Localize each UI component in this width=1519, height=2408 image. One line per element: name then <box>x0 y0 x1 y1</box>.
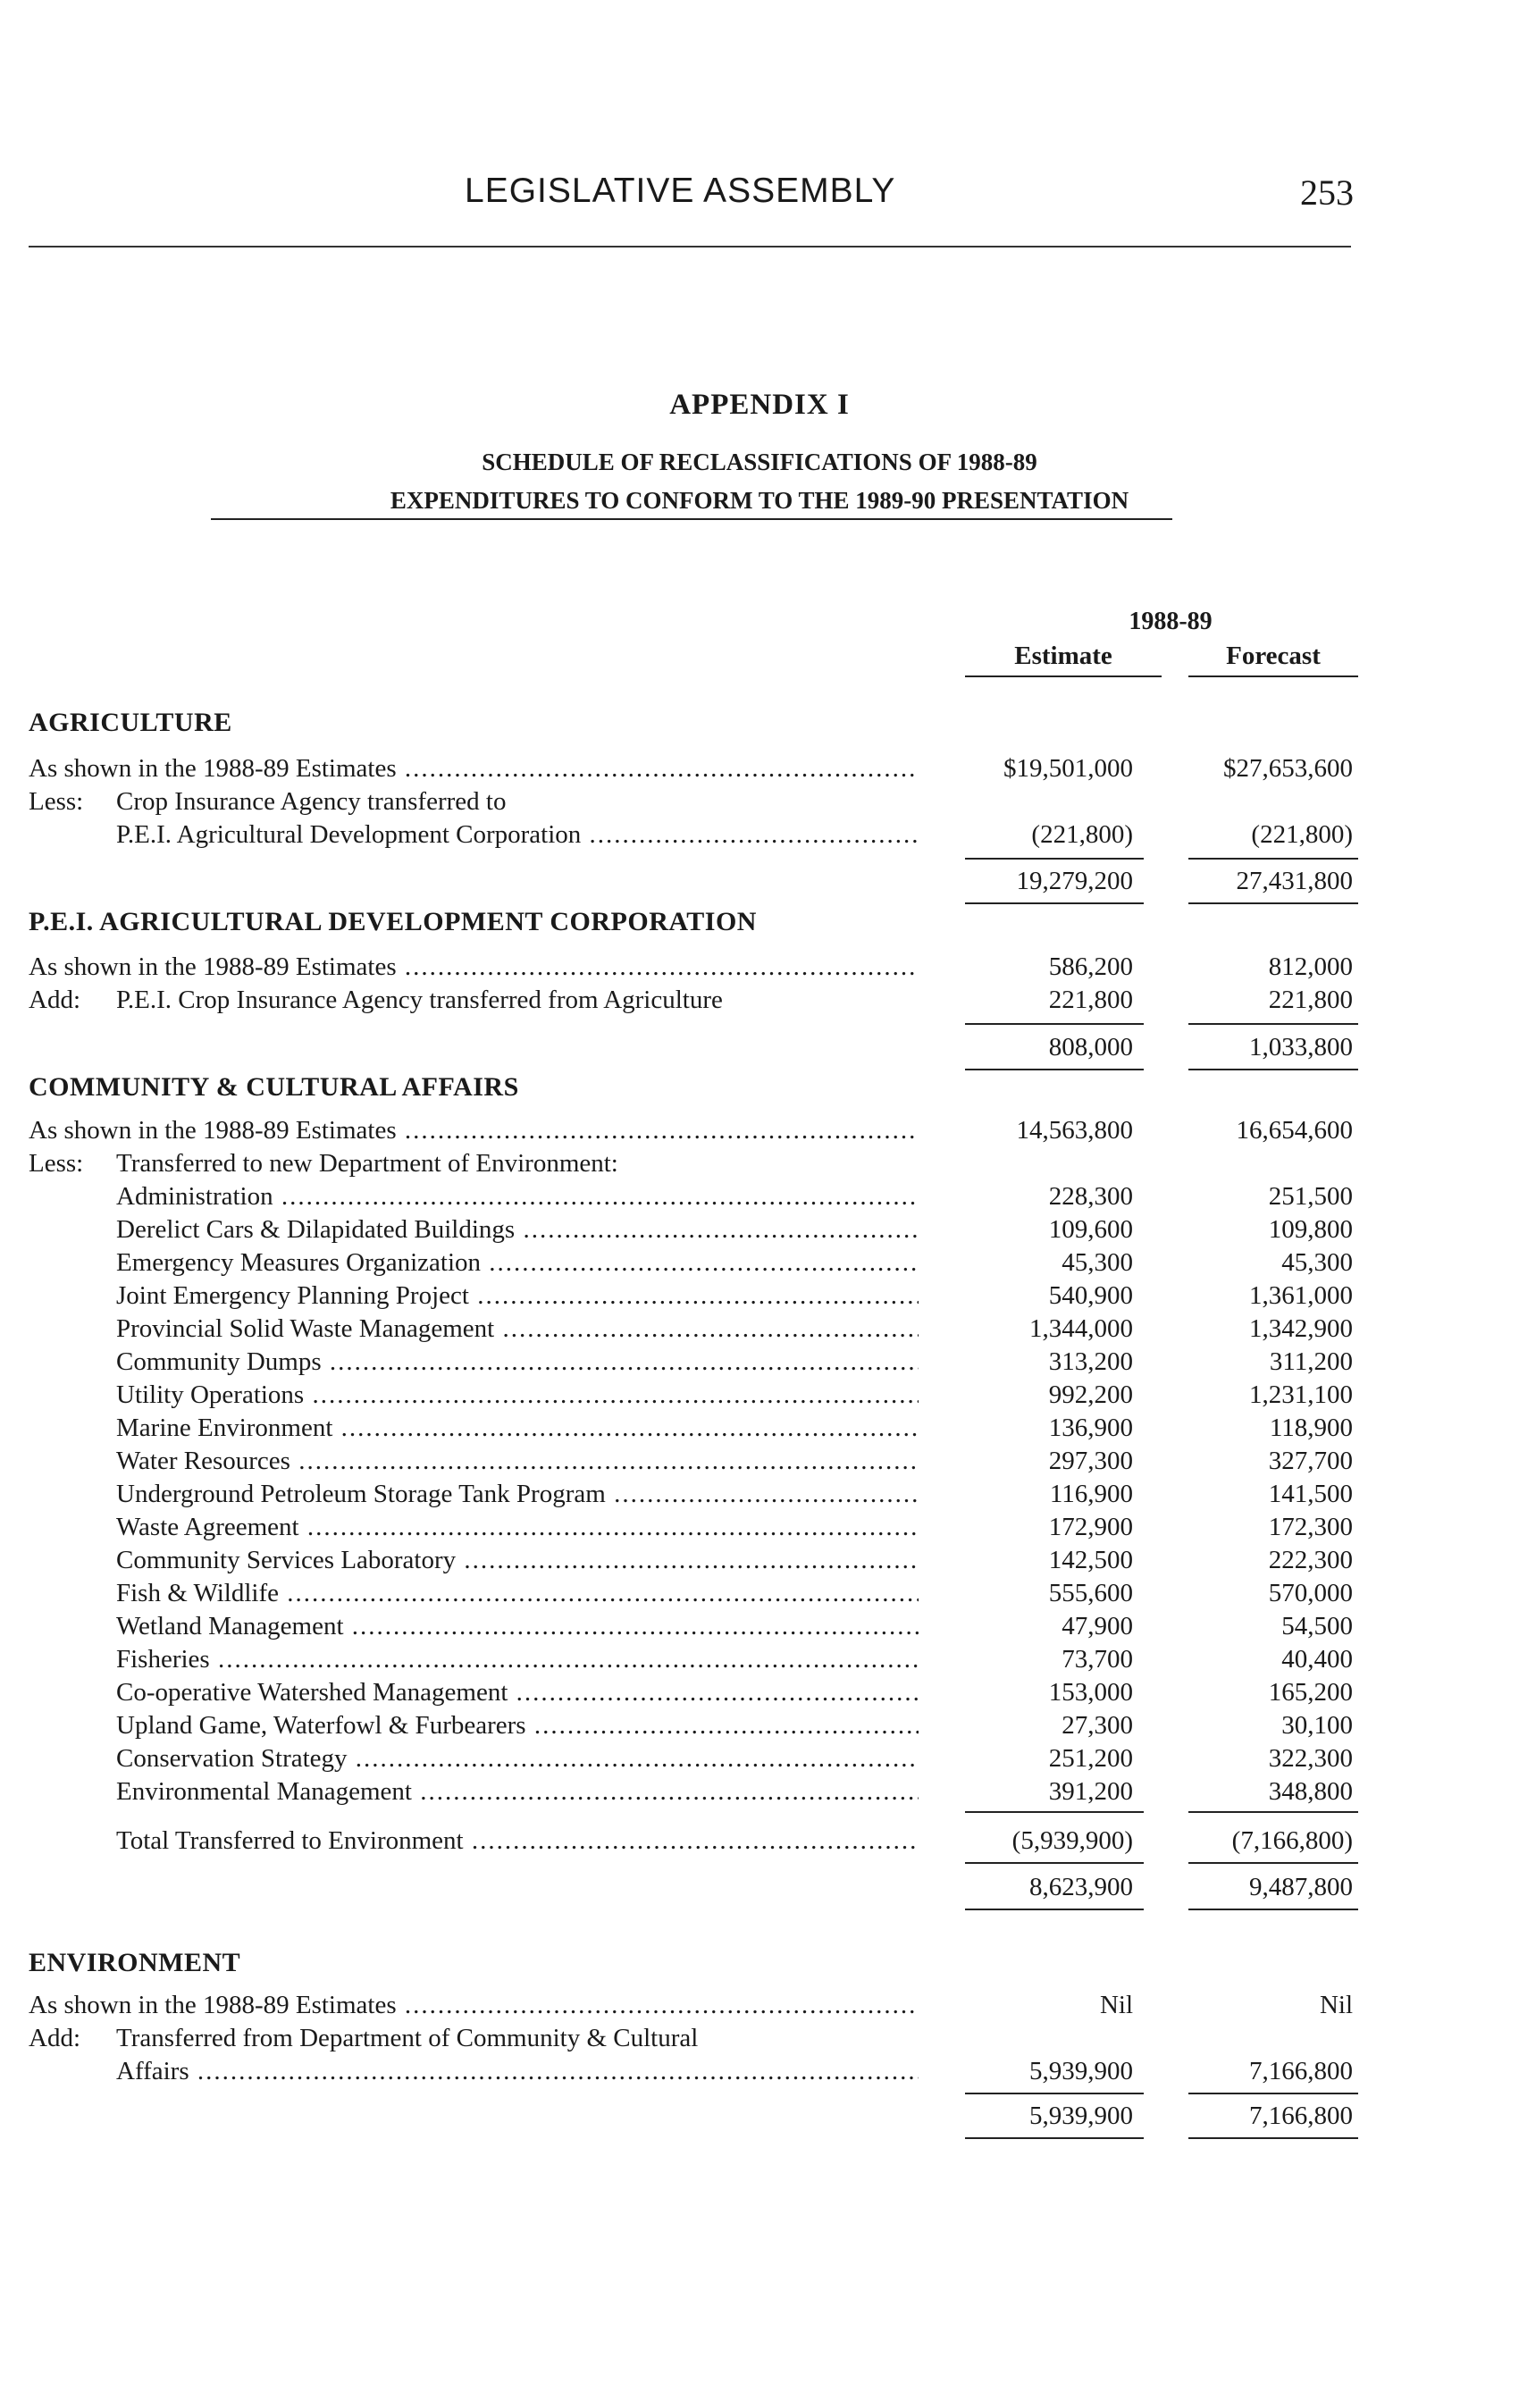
estimate-total: 5,939,900 <box>1029 2102 1133 2130</box>
forecast-value: 311,200 <box>1269 1347 1353 1376</box>
forecast-value: 118,900 <box>1269 1414 1353 1442</box>
row-label: Fish & Wildlife ..... <box>116 1577 919 1609</box>
estimate-value: 228,300 <box>1048 1182 1133 1211</box>
forecast-value: 327,700 <box>1268 1447 1353 1475</box>
forecast-value: 251,500 <box>1268 1182 1353 1211</box>
subtotal-rule <box>965 1862 1144 1864</box>
estimate-value: 391,200 <box>1048 1777 1133 1806</box>
row-label: Provincial Solid Waste Management ..... <box>116 1313 919 1345</box>
forecast-value: 165,200 <box>1268 1678 1353 1707</box>
row-label: Upland Game, Waterfowl & Furbearers ..... <box>116 1709 919 1741</box>
row-label: As shown in the 1988-89 Estimates ..... <box>29 1989 919 2021</box>
subtotal-rule <box>1188 1023 1358 1025</box>
estimate-value: 136,900 <box>1048 1414 1133 1442</box>
forecast-value: 348,800 <box>1268 1777 1353 1806</box>
estimate-value: 47,900 <box>1062 1612 1133 1640</box>
estimate-value: 142,500 <box>1048 1546 1133 1574</box>
total-rule <box>1188 902 1358 904</box>
section-heading-agriculture: AGRICULTURE <box>29 708 232 737</box>
estimate-value: 540,900 <box>1048 1281 1133 1310</box>
row-label: Underground Petroleum Storage Tank Program ..... <box>116 1478 919 1510</box>
row-label: Transferred from Department of Community & Cultural <box>116 2024 699 2052</box>
table-row <box>0 1114 1519 1150</box>
total-rule <box>1188 1069 1358 1070</box>
running-title: LEGISLATIVE ASSEMBLY <box>465 172 896 210</box>
forecast-value: (7,166,800) <box>1231 1826 1353 1855</box>
forecast-value: 172,300 <box>1268 1513 1353 1541</box>
estimate-total: 19,279,200 <box>1016 867 1133 895</box>
estimate-value: 221,800 <box>1048 986 1133 1014</box>
table-row <box>0 1478 1519 1514</box>
table-row <box>0 1989 1519 2025</box>
estimate-value: 5,939,900 <box>1029 2057 1133 2085</box>
table-row <box>0 752 1519 788</box>
estimate-heading-rule <box>965 675 1162 677</box>
row-label: Fisheries ..... <box>116 1643 919 1675</box>
estimate-value: 14,563,800 <box>1016 1116 1133 1145</box>
row-label: Derelict Cars & Dilapidated Buildings ..... <box>116 1213 919 1246</box>
table-row <box>0 1544 1519 1580</box>
estimate-value: 27,300 <box>1062 1711 1133 1740</box>
subtotal-rule <box>1188 858 1358 860</box>
row-label: Affairs ..... <box>116 2055 919 2087</box>
forecast-value: 1,361,000 <box>1249 1281 1353 1310</box>
forecast-total: 7,166,800 <box>1249 2102 1353 2130</box>
appendix-subtitle-line1: SCHEDULE OF RECLASSIFICATIONS OF 1988-89 <box>482 449 1037 475</box>
estimate-value: 1,344,000 <box>1029 1314 1133 1343</box>
appendix-title: APPENDIX I <box>669 389 850 421</box>
forecast-value: 40,400 <box>1281 1645 1353 1674</box>
forecast-value: (221,800) <box>1251 820 1353 849</box>
table-row <box>0 1412 1519 1447</box>
forecast-value: Nil <box>1319 1991 1353 2019</box>
table-row <box>0 785 1519 821</box>
row-label: Marine Environment ..... <box>116 1412 919 1444</box>
forecast-heading-rule <box>1188 675 1358 677</box>
estimate-value: 586,200 <box>1048 952 1133 981</box>
row-label: Conservation Strategy ..... <box>116 1742 919 1775</box>
subtotal-rule <box>1188 1862 1358 1864</box>
estimate-value: 73,700 <box>1062 1645 1133 1674</box>
row-label: Community Services Laboratory ..... <box>116 1544 919 1576</box>
subtotal-row <box>0 865 1519 901</box>
row-label: Wetland Management ..... <box>116 1610 919 1642</box>
table-row <box>0 984 1519 1019</box>
estimate-value: 109,600 <box>1048 1215 1133 1244</box>
row-prefix: Add: <box>29 986 80 1014</box>
table-row <box>0 1511 1519 1547</box>
row-prefix: Less: <box>29 1149 84 1178</box>
subtotal-rule <box>1188 1811 1358 1813</box>
table-row <box>0 2055 1519 2091</box>
subtotal-rule <box>965 2093 1144 2094</box>
subtotal-row <box>0 2100 1519 2135</box>
column-forecast-heading: Forecast <box>1226 642 1321 670</box>
forecast-value: 812,000 <box>1268 952 1353 981</box>
row-label: Co-operative Watershed Management ..... <box>116 1676 919 1708</box>
forecast-value: 1,231,100 <box>1249 1380 1353 1409</box>
estimate-value: Nil <box>1099 1991 1133 2019</box>
table-row <box>0 1280 1519 1315</box>
subtotal-rule <box>965 1023 1144 1025</box>
table-row <box>0 1775 1519 1811</box>
forecast-value: 54,500 <box>1281 1612 1353 1640</box>
estimate-value: 313,200 <box>1048 1347 1133 1376</box>
subtotal-row <box>0 1871 1519 1907</box>
row-label: Community Dumps ..... <box>116 1346 919 1378</box>
table-row <box>0 1577 1519 1613</box>
estimate-value: (5,939,900) <box>1011 1826 1133 1855</box>
row-label: Waste Agreement ..... <box>116 1511 919 1543</box>
forecast-value: 322,300 <box>1268 1744 1353 1773</box>
estimate-value: 555,600 <box>1048 1579 1133 1607</box>
estimate-value: 251,200 <box>1048 1744 1133 1773</box>
table-row <box>0 1379 1519 1414</box>
subtitle-underline <box>211 518 1172 520</box>
estimate-value: 153,000 <box>1048 1678 1133 1707</box>
table-row <box>0 1825 1519 1860</box>
row-label: Environmental Management ..... <box>116 1775 919 1808</box>
table-row <box>0 1676 1519 1712</box>
estimate-value: 45,300 <box>1062 1248 1133 1277</box>
total-rule <box>1188 2137 1358 2139</box>
column-estimate-heading: Estimate <box>1014 642 1112 670</box>
table-row <box>0 1445 1519 1481</box>
forecast-value: 570,000 <box>1268 1579 1353 1607</box>
table-row <box>0 1246 1519 1282</box>
forecast-value: 222,300 <box>1268 1546 1353 1574</box>
row-label: Utility Operations ..... <box>116 1379 919 1411</box>
forecast-value: 221,800 <box>1268 986 1353 1014</box>
table-row <box>0 1610 1519 1646</box>
forecast-value: 141,500 <box>1268 1480 1353 1508</box>
forecast-value: 30,100 <box>1281 1711 1353 1740</box>
forecast-value: 7,166,800 <box>1249 2057 1353 2085</box>
forecast-value: $27,653,600 <box>1223 754 1353 783</box>
section-heading-environment: ENVIRONMENT <box>29 1948 241 1977</box>
table-row <box>0 818 1519 854</box>
table-row <box>0 1213 1519 1249</box>
total-rule <box>1188 1909 1358 1910</box>
running-header <box>0 172 1519 216</box>
table-row <box>0 1643 1519 1679</box>
estimate-value: 992,200 <box>1048 1380 1133 1409</box>
subtotal-rule <box>965 1811 1144 1813</box>
total-rule <box>965 2137 1144 2139</box>
header-rule <box>29 246 1351 248</box>
row-prefix: Less: <box>29 787 84 816</box>
page-number: 253 <box>1300 172 1354 213</box>
forecast-value: 45,300 <box>1281 1248 1353 1277</box>
forecast-value: 109,800 <box>1268 1215 1353 1244</box>
subtotal-row <box>0 1031 1519 1067</box>
row-label: As shown in the 1988-89 Estimates ..... <box>29 1114 919 1146</box>
row-label: Transferred to new Department of Environment: <box>116 1149 618 1178</box>
forecast-value: 16,654,600 <box>1236 1116 1353 1145</box>
estimate-value: (221,800) <box>1031 820 1133 849</box>
estimate-total: 8,623,900 <box>1029 1873 1133 1901</box>
row-prefix: Add: <box>29 2024 80 2052</box>
section-heading-peiadc: P.E.I. AGRICULTURAL DEVELOPMENT CORPORATION <box>29 907 757 936</box>
estimate-value: 172,900 <box>1048 1513 1133 1541</box>
estimate-total: 808,000 <box>1048 1033 1133 1061</box>
row-label: Total Transferred to Environment ..... <box>116 1825 919 1857</box>
total-rule <box>965 1069 1144 1070</box>
column-year-heading: 1988-89 <box>1129 608 1213 635</box>
forecast-value: 1,342,900 <box>1249 1314 1353 1343</box>
table-row <box>0 1709 1519 1745</box>
table-row <box>0 1742 1519 1778</box>
table-row <box>0 951 1519 986</box>
total-rule <box>965 1909 1144 1910</box>
table-row <box>0 1147 1519 1183</box>
estimate-value: $19,501,000 <box>1003 754 1133 783</box>
subtotal-rule <box>965 858 1144 860</box>
row-label: Administration ..... <box>116 1180 919 1212</box>
row-label: Crop Insurance Agency transferred to <box>116 787 507 816</box>
forecast-total: 9,487,800 <box>1249 1873 1353 1901</box>
row-label: Emergency Measures Organization ..... <box>116 1246 919 1279</box>
estimate-value: 116,900 <box>1049 1480 1133 1508</box>
subtotal-rule <box>1188 2093 1358 2094</box>
forecast-total: 1,033,800 <box>1249 1033 1353 1061</box>
row-label: As shown in the 1988-89 Estimates ..... <box>29 752 919 784</box>
forecast-total: 27,431,800 <box>1236 867 1353 895</box>
row-label: P.E.I. Agricultural Development Corporation ..... <box>116 818 919 851</box>
appendix-subtitle-line2: EXPENDITURES TO CONFORM TO THE 1989-90 PRESENTATION <box>390 487 1129 514</box>
row-label: As shown in the 1988-89 Estimates ..... <box>29 951 919 983</box>
table-row <box>0 2022 1519 2058</box>
table-row <box>0 1180 1519 1216</box>
table-row <box>0 1313 1519 1348</box>
table-row <box>0 1346 1519 1381</box>
row-label: Water Resources ..... <box>116 1445 919 1477</box>
section-heading-community: COMMUNITY & CULTURAL AFFAIRS <box>29 1072 519 1102</box>
estimate-value: 297,300 <box>1048 1447 1133 1475</box>
row-label: P.E.I. Crop Insurance Agency transferred from Agriculture <box>116 986 723 1014</box>
row-label: Joint Emergency Planning Project ..... <box>116 1280 919 1312</box>
total-rule <box>965 902 1144 904</box>
